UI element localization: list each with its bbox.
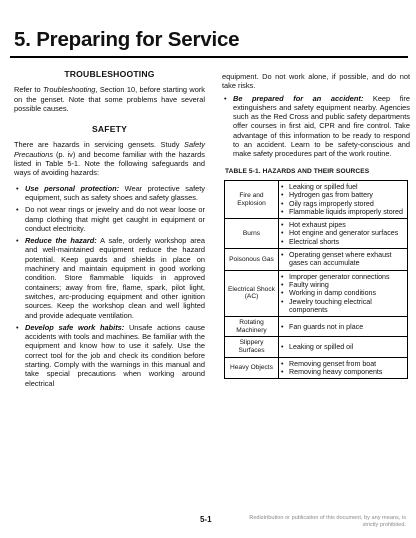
list-item [14,323,205,388]
hazard-cell: Electrical Shock (AC) [225,270,279,316]
table-row [225,357,408,379]
table-row [225,219,408,249]
sources-cell [279,337,408,357]
safeguards-list [14,184,205,388]
list-item [14,205,205,233]
hazard-cell: Fire and Explosion [225,180,279,218]
item-text: Wear protective safety equipment, such as safety shoes and safety glasses. [25,183,205,202]
table-row [225,270,408,316]
item-lead: Reduce the hazard: [25,236,97,246]
sources-cell [279,357,408,379]
sources-cell [279,219,408,249]
source-item: • Faulty wiring [281,281,404,289]
source-item: • Electrical shorts [281,238,404,246]
item-lead: Be prepared for an accident: [233,93,364,103]
safety-heading: SAFETY [91,124,128,135]
source-item: • Improper generator connections [281,273,404,281]
source-item: • Hot engine and generator surfaces [281,229,404,237]
hazards-table [224,180,408,379]
source-item: • Hydrogen gas from battery [281,191,404,199]
list-item [14,184,205,203]
table-row [225,249,408,271]
safety-intro [14,140,205,177]
troubleshooting-paragraph [14,85,205,113]
sources-cell [279,249,408,271]
sources-cell [279,180,408,218]
source-item: • Leaking or spilled fuel [281,183,404,191]
page-number: 5-1 [200,515,212,524]
hazard-cell: Rotating Machinery [225,317,279,337]
list-item [14,236,205,320]
troubleshooting-reference: Troubleshooting [42,85,96,95]
item-lead: Develop safe work habits: [25,322,125,332]
item-lead: Use personal protection: [25,183,120,193]
source-item: • Fan guards not in place [281,323,404,331]
source-item: • Working in damp conditions [281,289,404,297]
page-title: 5. Preparing for Service [14,28,240,51]
accident-list [222,94,410,159]
redistribution-notice: Redistribution or publication of this document, by any means, is strictly prohibited. [249,515,406,528]
hazard-cell: Burns [225,219,279,249]
right-column [222,72,410,379]
source-item: • Removing heavy components [281,368,404,376]
table-caption: TABLE 5-1. HAZARDS AND THEIR SOURCES [225,167,370,175]
text-run: (p. iv) and become familiar with the hazards listed in Table 5-1. Note the following safeguards and ways of avoiding hazards: [14,149,205,178]
text-run: Refer to [14,85,43,95]
title-rule [10,56,408,58]
item-text: A safe, orderly workshop area and well-maintained equipment reduce the hazard potential. Keep guards and shields in place on machinery and maintain equipment in good working condition. Store flammable liquids in approved containers; away from fire, flame, spark, pilot light, switches, arc-producing equipment and other ignition sources. Keep the workshop clean and well lighted and provide adequate ventilation. [25,236,205,320]
sources-cell [279,317,408,337]
source-item: • Jewelry touching electrical components [281,298,404,315]
table-row [225,180,408,218]
sources-cell [279,270,408,316]
source-item: • Flammable liquids improperly stored [281,208,404,216]
source-item: • Removing genset from boat [281,360,404,368]
hazard-cell: Slippery Surfaces [225,337,279,357]
table-row [225,317,408,337]
safety-precautions-reference: Safety Precautions [14,140,205,159]
item-text: Do not wear rings or jewelry and do not wear loose or damp clothing that might get caught in equipment or conduct electricity. [25,205,205,233]
hazard-cell: Heavy Objects [225,357,279,379]
left-column [14,70,205,391]
hazard-cell: Poisonous Gas [225,249,279,271]
source-item: • Oily rags improperly stored [281,200,404,208]
source-item: • Leaking or spilled oil [281,343,404,351]
text-run: There are hazards in servicing gensets. Study [14,140,185,150]
item-text: Keep fire extinguishers and safety equipment nearby. Agencies such as the Red Cross and public safety departments offer courses in first aid, CPR and fire control. Take advantage of this information to be ready to respond to an accident. Learn to be safety-conscious and make safety procedures part of the work routine. [233,93,410,159]
list-item [222,94,410,159]
continued-text: equipment. Do not work alone, if possible, and do not take risks. [222,72,410,91]
text-run: , Section 10, before starting work on the genset. Note that some problems have several possible causes. [14,85,206,113]
source-item: • Operating genset where exhaust gases can accumulate [281,251,404,268]
item-text: Unsafe actions cause accidents with tools and machines. Be familiar with the equipment and know how to use it safely. Use the correct tool for the job and check its condition before starting. Comply with the warnings in this manual and take special precautions when working around electrical [25,322,205,388]
table-row [225,337,408,357]
source-item: • Hot exhaust pipes [281,221,404,229]
troubleshooting-heading: TROUBLESHOOTING [64,69,155,79]
